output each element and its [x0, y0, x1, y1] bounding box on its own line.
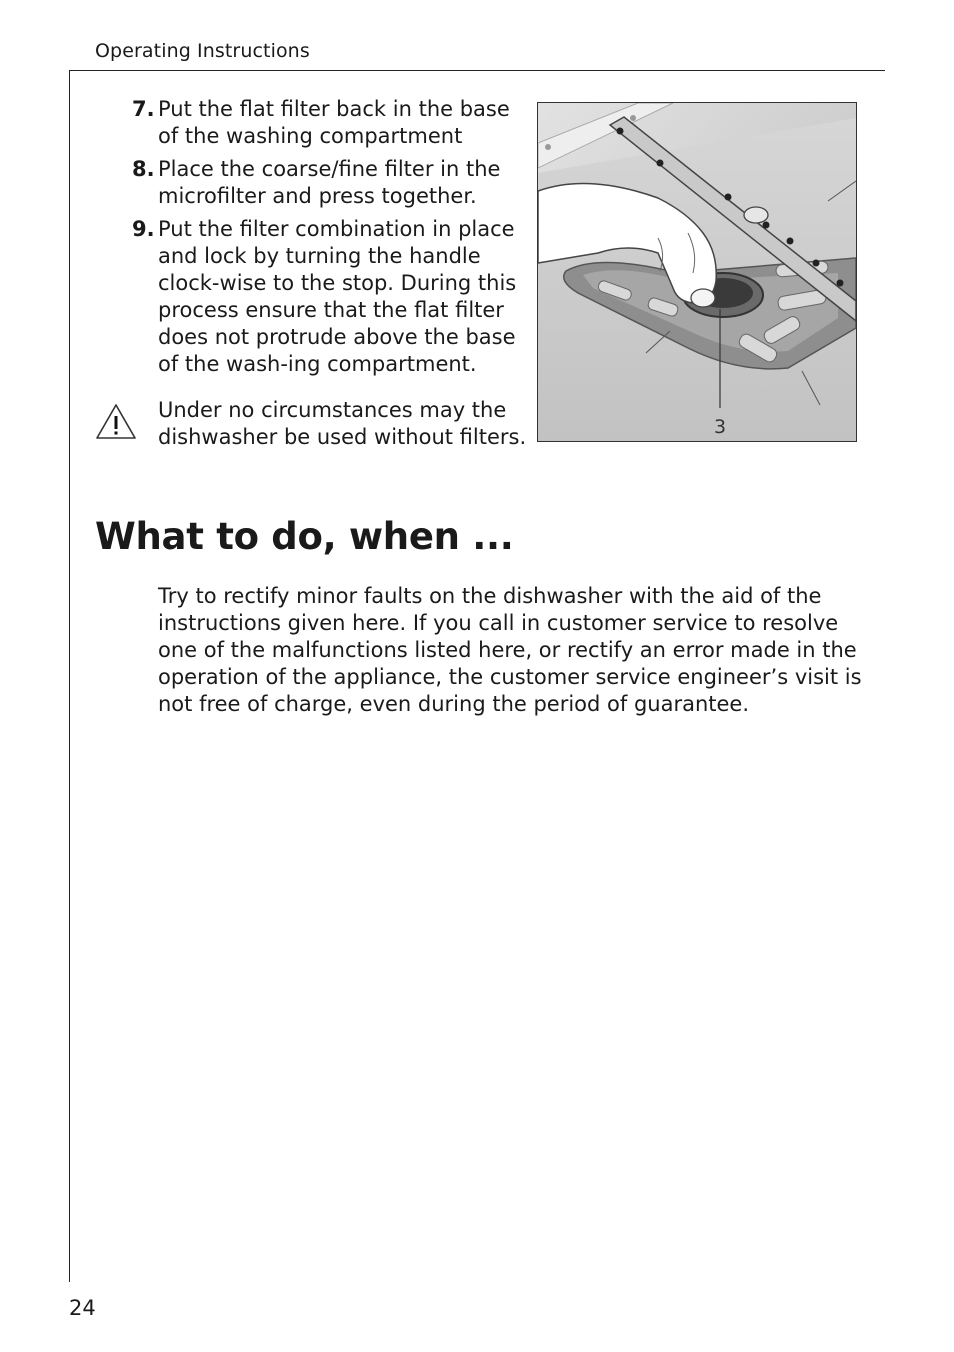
step-text: Put the flat filter back in the base of the washing compartment	[158, 97, 510, 148]
section-intro: Try to rectify minor faults on the dishwasher with the aid of the instructions given here. If you call in customer service to resolve one of the malfunctions listed here, or rectify an error made in the operation of the appliance, the customer service engineer’s visit is not free of charge, even during the period of guarantee.	[158, 584, 862, 716]
filter-illustration	[537, 102, 857, 442]
callout-label: 3	[714, 416, 727, 438]
step-text: Put the filter combination in place and lock by turning the handle clock-wise to the stop. During this process ensure that the flat filter does not protrude above the base of the wash-ing compartment.	[158, 217, 517, 376]
step-item	[128, 96, 528, 150]
warning-triangle-icon	[95, 403, 137, 441]
margin-rule	[69, 70, 70, 1282]
warning-text: Under no circumstances may the dishwasher be used without filters.	[158, 398, 527, 449]
running-header: Operating Instructions	[95, 40, 310, 62]
step-list	[128, 96, 528, 384]
page-number: 24	[69, 1296, 96, 1320]
step-item	[128, 216, 528, 378]
step-item	[128, 156, 528, 210]
section-title: What to do, when ...	[95, 515, 514, 558]
step-text: Place the coarse/fine filter in the microfilter and press together.	[158, 157, 501, 208]
header-rule	[69, 70, 885, 71]
step-number: 8.	[132, 157, 155, 181]
step-number: 7.	[132, 97, 155, 121]
step-number: 9.	[132, 217, 155, 241]
